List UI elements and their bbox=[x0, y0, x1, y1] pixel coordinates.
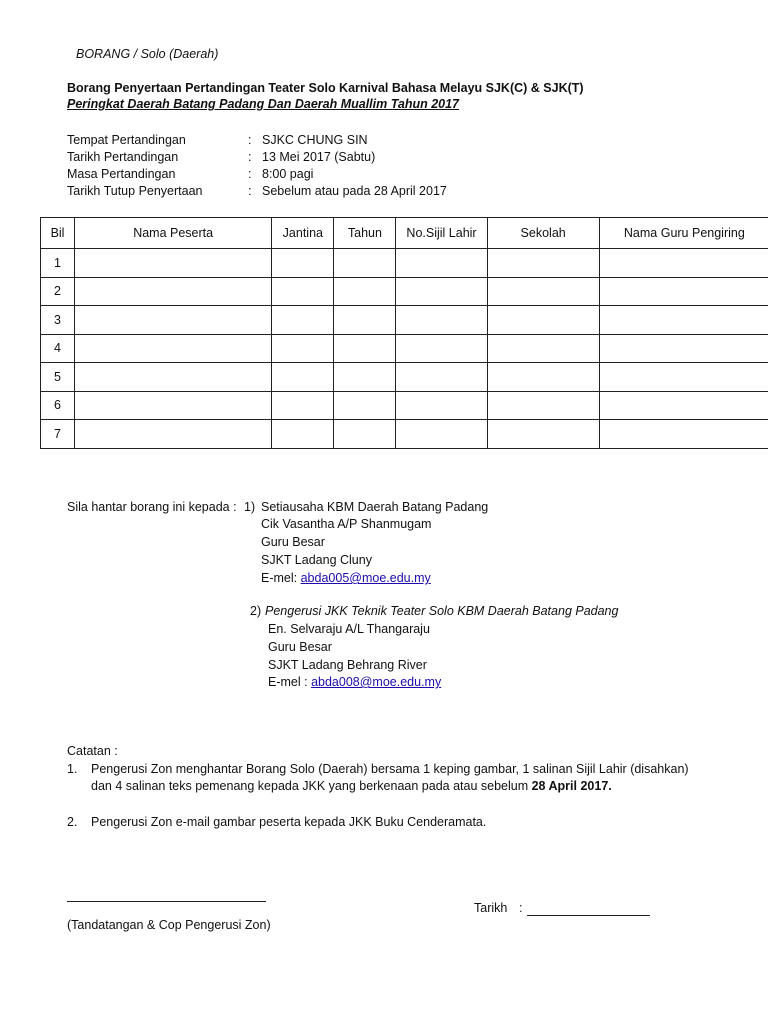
info-value-time: 8:00 pagi bbox=[262, 167, 314, 181]
entry-table bbox=[40, 217, 768, 449]
cell-tahun[interactable] bbox=[334, 420, 396, 449]
info-label-venue: Tempat Pertandingan bbox=[67, 133, 186, 147]
row-number: 3 bbox=[41, 306, 75, 335]
cell-jantina[interactable] bbox=[272, 334, 334, 363]
recipient1-position: Guru Besar bbox=[261, 535, 325, 549]
header-sijil-lahir: No.Sijil Lahir bbox=[396, 218, 487, 249]
table-row bbox=[41, 363, 768, 392]
info-label-date: Tarikh Pertandingan bbox=[67, 150, 179, 164]
cell-jantina[interactable] bbox=[272, 306, 334, 335]
table-row bbox=[41, 334, 768, 363]
table-row bbox=[41, 306, 768, 335]
signature-line[interactable] bbox=[67, 901, 266, 902]
info-label-deadline: Tarikh Tutup Penyertaan bbox=[67, 184, 203, 198]
header-jantina: Jantina bbox=[272, 218, 334, 249]
row-number: 7 bbox=[41, 420, 75, 449]
header-bil: Bil bbox=[41, 218, 75, 249]
cell-guru[interactable] bbox=[599, 420, 768, 449]
cell-nama[interactable] bbox=[75, 363, 272, 392]
cell-sekolah[interactable] bbox=[487, 277, 599, 306]
info-value-deadline: Sebelum atau pada 28 April 2017 bbox=[262, 184, 447, 198]
row-number: 6 bbox=[41, 391, 75, 420]
recipient2-email-link[interactable]: abda008@moe.edu.my bbox=[311, 675, 442, 689]
header-sekolah: Sekolah bbox=[487, 218, 599, 249]
cell-nama[interactable] bbox=[75, 306, 272, 335]
row-number: 2 bbox=[41, 277, 75, 306]
cell-tahun[interactable] bbox=[334, 249, 396, 278]
signature-caption: (Tandatangan & Cop Pengerusi Zon) bbox=[67, 918, 271, 932]
cell-sijil[interactable] bbox=[396, 420, 487, 449]
recipient1-name: Cik Vasantha A/P Shanmugam bbox=[261, 517, 432, 531]
date-line[interactable] bbox=[527, 901, 650, 916]
row-number: 4 bbox=[41, 334, 75, 363]
note2-number: 2. bbox=[67, 815, 78, 829]
recipient2-name: En. Selvaraju A/L Thangaraju bbox=[268, 622, 430, 636]
note1-deadline: 28 April 2017. bbox=[531, 779, 612, 793]
cell-tahun[interactable] bbox=[334, 334, 396, 363]
cell-guru[interactable] bbox=[599, 391, 768, 420]
table-row bbox=[41, 277, 768, 306]
recipient1-email-link[interactable]: abda005@moe.edu.my bbox=[300, 571, 431, 585]
cell-guru[interactable] bbox=[599, 249, 768, 278]
recipient1-role: Setiausaha KBM Daerah Batang Padang bbox=[261, 500, 489, 514]
cell-jantina[interactable] bbox=[272, 277, 334, 306]
recipient1-email-row bbox=[261, 571, 431, 585]
note1-line2 bbox=[91, 779, 612, 793]
cell-jantina[interactable] bbox=[272, 363, 334, 392]
recipient1-school: SJKT Ladang Cluny bbox=[261, 553, 372, 567]
cell-sijil[interactable] bbox=[396, 249, 487, 278]
note1-number: 1. bbox=[67, 762, 78, 776]
cell-sijil[interactable] bbox=[396, 306, 487, 335]
cell-sijil[interactable] bbox=[396, 334, 487, 363]
form-tag: BORANG / Solo (Daerah) bbox=[76, 47, 219, 61]
cell-guru[interactable] bbox=[599, 334, 768, 363]
table-row bbox=[41, 420, 768, 449]
cell-tahun[interactable] bbox=[334, 306, 396, 335]
cell-sekolah[interactable] bbox=[487, 363, 599, 392]
cell-jantina[interactable] bbox=[272, 249, 334, 278]
info-value-date: 13 Mei 2017 (Sabtu) bbox=[262, 150, 376, 164]
cell-sekolah[interactable] bbox=[487, 391, 599, 420]
recipient1-email-label: E-mel: bbox=[261, 571, 298, 585]
form-subtitle: Peringkat Daerah Batang Padang Dan Daerah Muallim Tahun 2017 bbox=[67, 97, 460, 111]
cell-tahun[interactable] bbox=[334, 391, 396, 420]
date-label: Tarikh bbox=[474, 901, 508, 915]
info-colon: : bbox=[248, 150, 252, 164]
cell-nama[interactable] bbox=[75, 391, 272, 420]
cell-sijil[interactable] bbox=[396, 391, 487, 420]
cell-tahun[interactable] bbox=[334, 363, 396, 392]
info-value-venue: SJKC CHUNG SIN bbox=[262, 133, 368, 147]
cell-sekolah[interactable] bbox=[487, 420, 599, 449]
date-colon: : bbox=[519, 901, 523, 915]
form-title: Borang Penyertaan Pertandingan Teater Solo Karnival Bahasa Melayu SJK(C) & SJK(T) bbox=[67, 81, 584, 95]
recipient1-number: 1) bbox=[244, 500, 256, 514]
header-nama-peserta: Nama Peserta bbox=[75, 218, 272, 249]
cell-tahun[interactable] bbox=[334, 277, 396, 306]
cell-nama[interactable] bbox=[75, 420, 272, 449]
cell-guru[interactable] bbox=[599, 277, 768, 306]
recipient2-number: 2) bbox=[250, 604, 262, 618]
send-intro: Sila hantar borang ini kepada : bbox=[67, 500, 237, 514]
recipient2-email-label: E-mel : bbox=[268, 675, 308, 689]
row-number: 1 bbox=[41, 249, 75, 278]
info-colon: : bbox=[248, 184, 252, 198]
cell-sekolah[interactable] bbox=[487, 334, 599, 363]
table-header-row bbox=[41, 218, 768, 249]
cell-guru[interactable] bbox=[599, 363, 768, 392]
header-guru-pengiring: Nama Guru Pengiring bbox=[599, 218, 768, 249]
info-colon: : bbox=[248, 167, 252, 181]
notes-heading: Catatan : bbox=[67, 744, 118, 758]
note1-line2-text: dan 4 salinan teks pemenang kepada JKK yang berkenaan pada atau sebelum bbox=[91, 779, 529, 793]
recipient2-position: Guru Besar bbox=[268, 640, 332, 654]
cell-guru[interactable] bbox=[599, 306, 768, 335]
recipient2-role: Pengerusi JKK Teknik Teater Solo KBM Daerah Batang Padang bbox=[265, 604, 619, 618]
row-number: 5 bbox=[41, 363, 75, 392]
info-colon: : bbox=[248, 133, 252, 147]
cell-sekolah[interactable] bbox=[487, 249, 599, 278]
cell-sekolah[interactable] bbox=[487, 306, 599, 335]
cell-nama[interactable] bbox=[75, 249, 272, 278]
cell-jantina[interactable] bbox=[272, 391, 334, 420]
recipient2-email-row bbox=[268, 675, 441, 689]
note1-line1: Pengerusi Zon menghantar Borang Solo (Daerah) bersama 1 keping gambar, 1 salinan Sijil Lahir (disahkan) bbox=[91, 762, 689, 776]
cell-sijil[interactable] bbox=[396, 363, 487, 392]
cell-nama[interactable] bbox=[75, 277, 272, 306]
table-row bbox=[41, 391, 768, 420]
table-row bbox=[41, 249, 768, 278]
recipient2-school: SJKT Ladang Behrang River bbox=[268, 658, 427, 672]
cell-nama[interactable] bbox=[75, 334, 272, 363]
info-label-time: Masa Pertandingan bbox=[67, 167, 176, 181]
header-tahun: Tahun bbox=[334, 218, 396, 249]
note2-text: Pengerusi Zon e-mail gambar peserta kepada JKK Buku Cenderamata. bbox=[91, 815, 487, 829]
cell-jantina[interactable] bbox=[272, 420, 334, 449]
cell-sijil[interactable] bbox=[396, 277, 487, 306]
